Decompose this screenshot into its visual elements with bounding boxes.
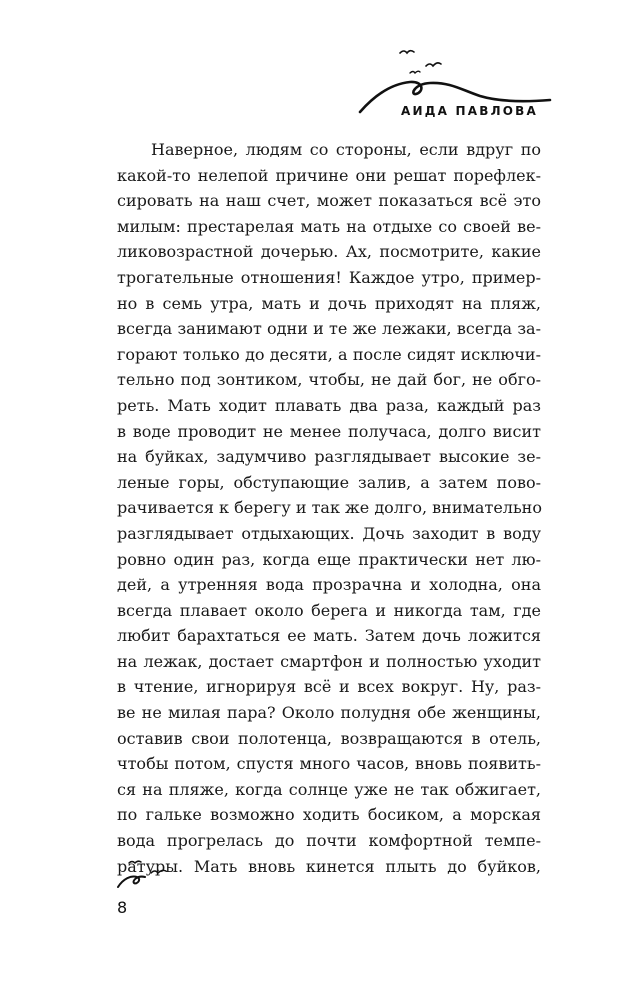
running-header-author: АИДА ПАВЛОВА <box>401 104 538 118</box>
text-line: ровно один раз, когда еще практически нет лю- <box>117 549 541 569</box>
text-line: на лежак, достает смартфон и полностью уходит <box>117 651 541 671</box>
text-line: по гальке возможно ходить босиком, а морская <box>117 805 541 825</box>
text-line: тельно под зонтиком, чтобы, не дай бог, не обго- <box>117 370 541 390</box>
text-line: ся на пляже, когда солнце уже не так обжигает, <box>117 779 541 799</box>
seagull-icon <box>129 861 141 863</box>
text-line: ликовозрастной дочерью. Ах, посмотрите, какие <box>117 242 541 262</box>
text-line: Наверное, людям со стороны, если вдруг по <box>151 140 541 159</box>
text-line: горают только до десяти, а после сидят исключи- <box>117 344 541 364</box>
text-line: на буйках, задумчиво разглядывает высокие зе- <box>117 447 541 467</box>
text-line: рачивается к берегу и так же долго, внимательно <box>117 498 542 518</box>
text-line: трогательные отношения! Каждое утро, пример- <box>117 267 541 287</box>
seagull-icon <box>426 63 441 66</box>
text-line: всегда занимают одни и те же лежаки, всегда за- <box>117 319 541 339</box>
text-line: какой-то нелепой причине они решат порефлек- <box>117 165 541 185</box>
seagull-icon <box>400 51 414 53</box>
text-line: оставив свои полотенца, возвращаются в отель, <box>117 728 541 748</box>
text-line: леные горы, обступающие залив, а затем пово- <box>117 472 541 492</box>
page-number: 8 <box>117 898 128 917</box>
text-line: вода прогрелась до почти комфортной темпе- <box>117 831 541 851</box>
wave-swoosh-icon <box>118 876 145 887</box>
text-line: разглядывает отдыхающих. Дочь заходит в воду <box>117 523 541 543</box>
text-line: реть. Мать ходит плавать два раза, каждый раз <box>117 395 541 415</box>
seagull-icon <box>410 71 420 73</box>
text-line: дей, а утренняя вода прозрачна и холодна, она <box>117 575 541 595</box>
text-line: всегда плавает около берега и никогда там, где <box>117 600 541 620</box>
body-paragraph <box>117 137 541 879</box>
seagull-icon <box>151 870 166 873</box>
seagull-wave-ornament-icon <box>115 857 175 893</box>
text-line: сировать на наш счет, может показаться всё это <box>117 191 541 211</box>
text-line: любит барахтаться ее мать. Затем дочь ложится <box>117 626 541 646</box>
text-line: чтобы потом, спустя много часов, вновь появить- <box>117 754 541 774</box>
text-line: ратуры. Мать вновь кинется плыть до буйков, <box>117 856 541 876</box>
text-line: ве не милая пара? Около полудня обе женщины, <box>117 703 541 723</box>
text-line: в воде проводит не менее получаса, долго висит <box>117 421 541 441</box>
text-line: но в семь утра, мать и дочь приходят на пляж, <box>117 293 541 313</box>
text-line: милым: престарелая мать на отдыхе со своей ве- <box>117 216 541 236</box>
text-line: в чтение, игнорируя всё и всех вокруг. Ну, раз- <box>117 677 541 697</box>
